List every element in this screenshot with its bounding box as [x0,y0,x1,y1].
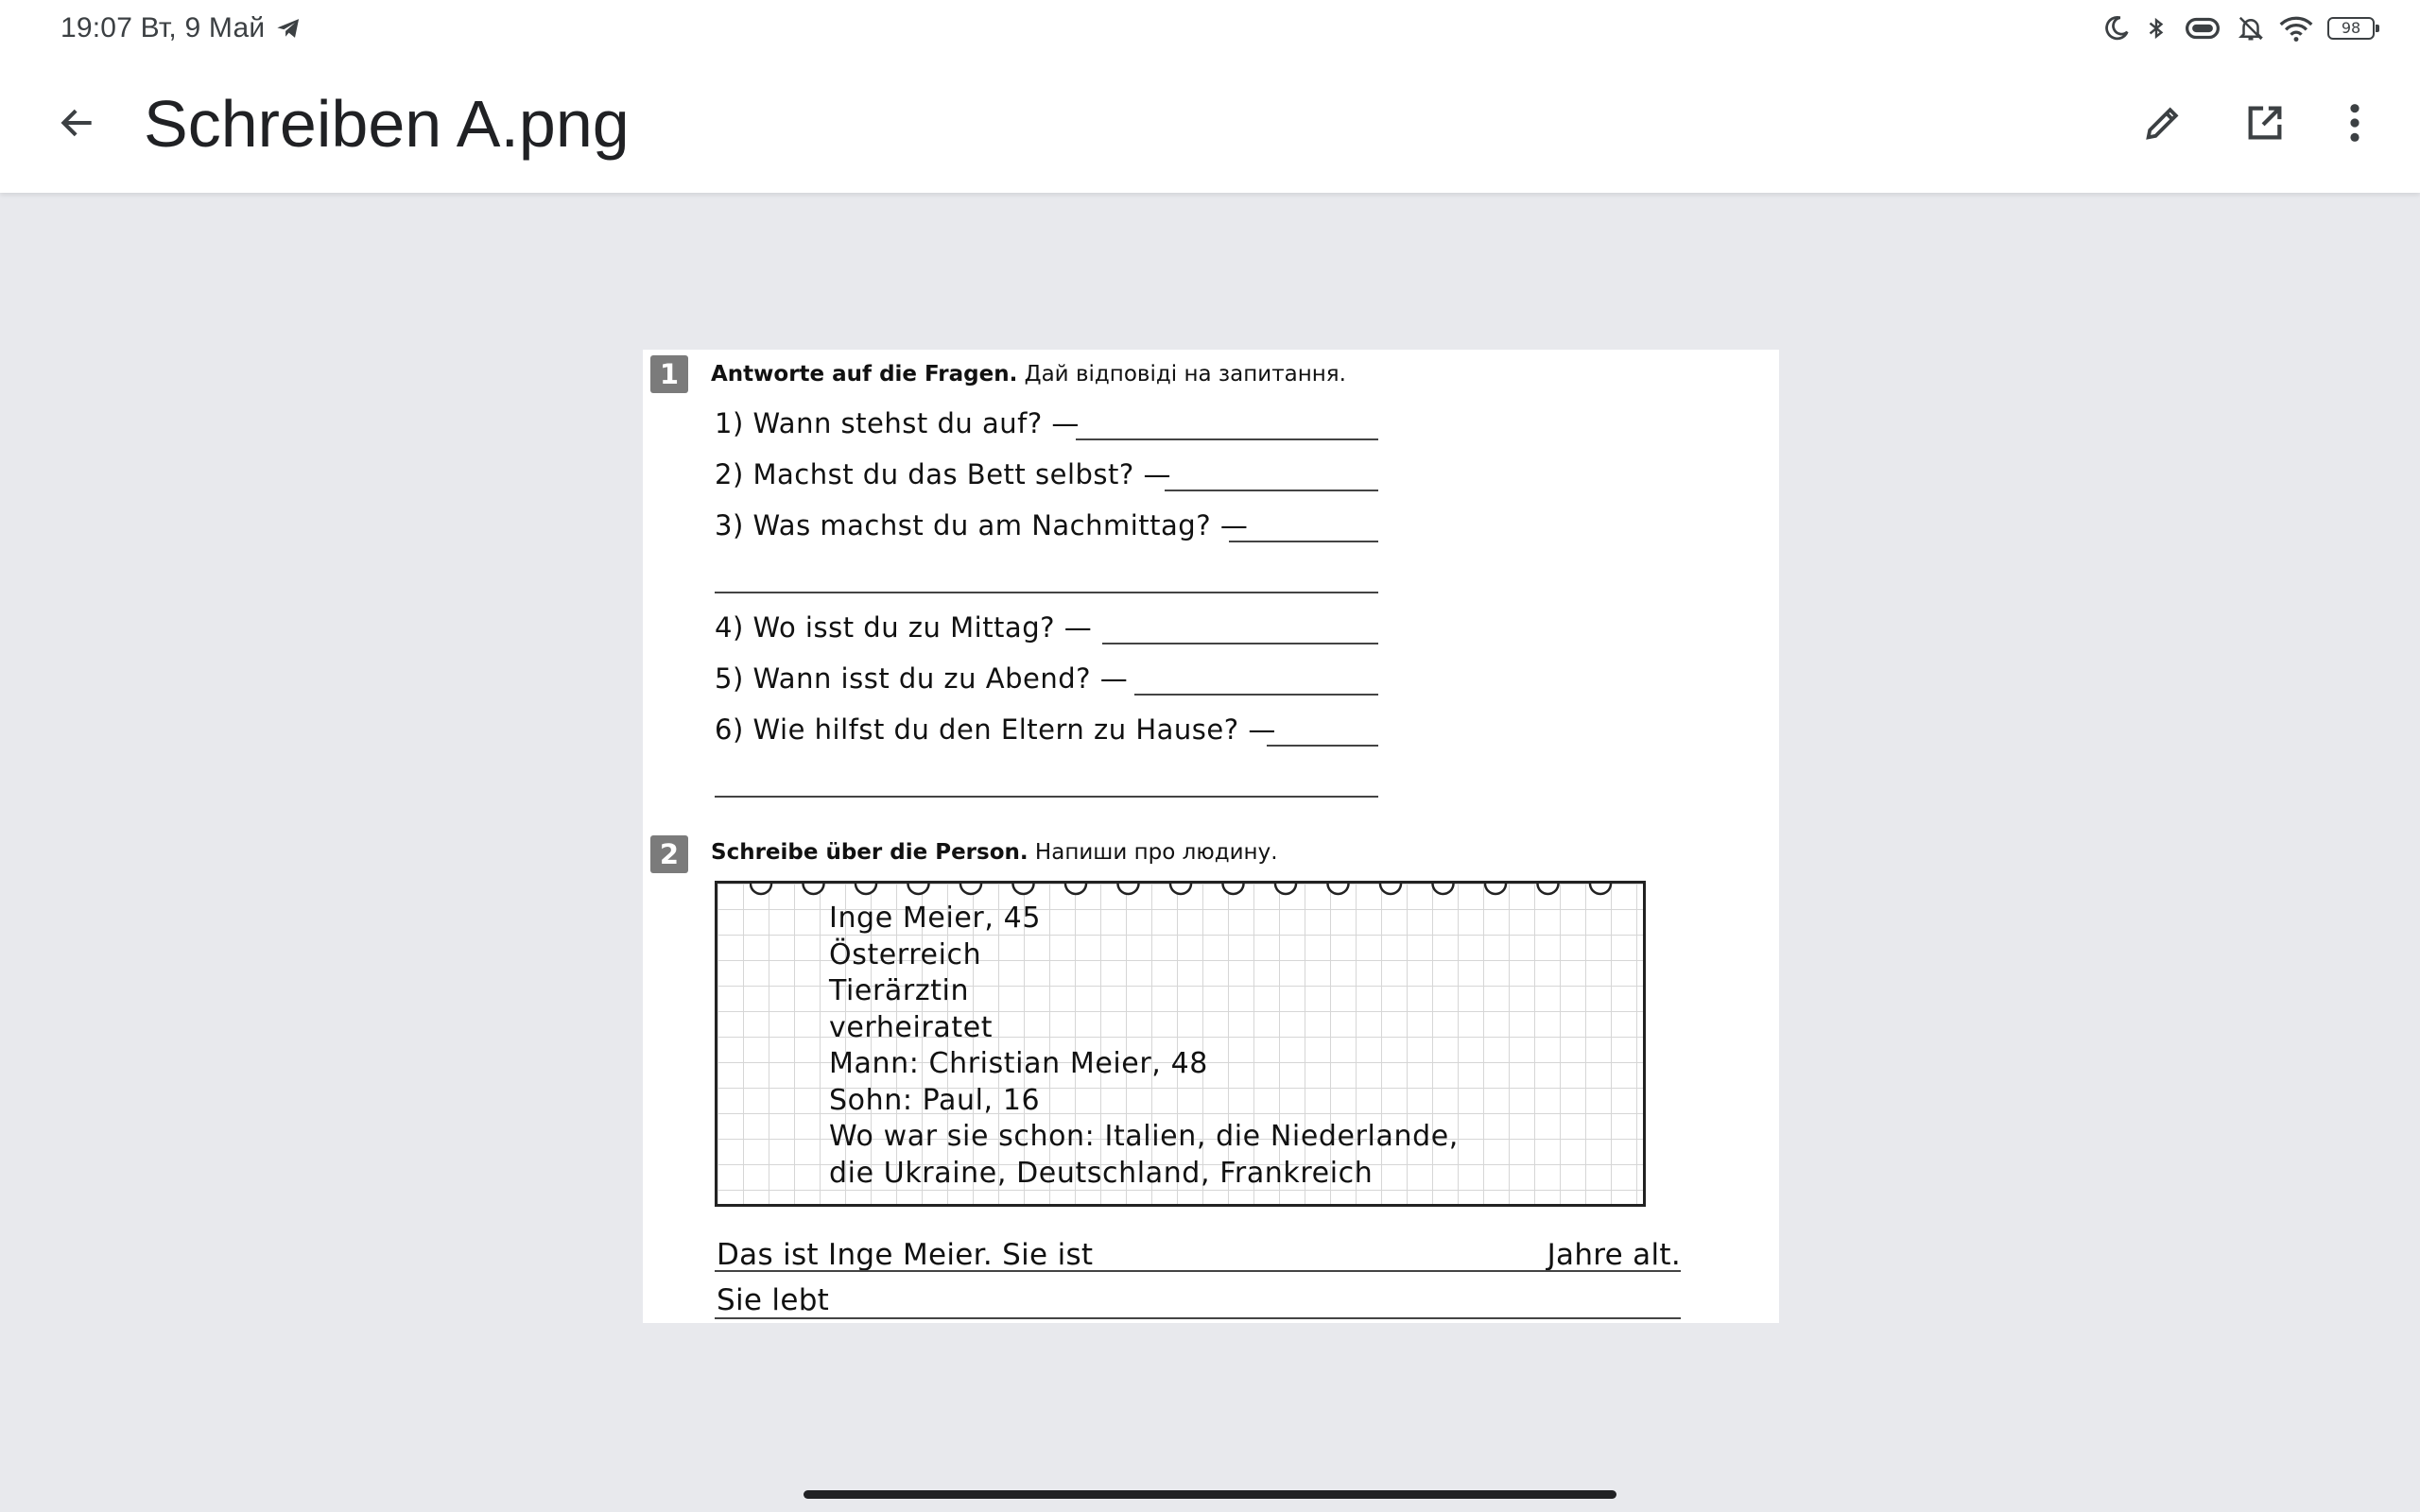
answer-line-6b [715,796,1378,798]
answer-line-2 [1165,490,1378,491]
question-3: 3) Was machst du am Nachmittag? — [715,509,1249,541]
ring-hole [908,884,929,894]
pencil-icon [2141,101,2185,145]
edit-button[interactable] [2129,89,2197,157]
person-card-lines [829,901,1459,1192]
arrow-back-icon [57,102,98,144]
question-4: 4) Wo isst du zu Mittag? — [715,611,1093,644]
card-line-job: Tierärztin [829,974,970,1007]
ring-hole [1433,884,1454,894]
card-line-status: verheiratet [829,1010,994,1044]
task1-heading-bold: Antworte auf die Fragen. [711,362,1018,387]
ring-hole [856,884,876,894]
answer-line2-text: Sie lebt [717,1283,830,1317]
answer-line-3b [715,592,1378,593]
ring-hole [1065,884,1086,894]
battery-icon: 98 [2327,17,2375,40]
question-6: 6) Wie hilfst du den Eltern zu Hause? — [715,713,1276,746]
more-vert-icon [2345,101,2364,145]
task1-heading-rest: Дай відповіді на запитання. [1017,362,1346,387]
task2-heading-rest: Напиши про людину. [1028,840,1278,865]
answer-line-7 [715,1270,1681,1272]
gesture-nav-bar[interactable] [804,1490,1616,1499]
answer-line-5 [1134,694,1378,696]
ring-hole [1538,884,1559,894]
card-line-son: Sohn: Paul, 16 [829,1083,1041,1117]
task1-heading [711,357,1346,391]
ring-hole [960,884,981,894]
question-2: 2) Machst du das Bett selbst? — [715,458,1172,490]
answer-end-text: Jahre alt. [1547,1238,1681,1272]
bell-off-icon [2237,13,2265,43]
ring-hole [1170,884,1191,894]
card-line-name: Inge Meier, 45 [829,902,1042,935]
ring-hole [751,884,771,894]
back-button[interactable] [42,87,113,159]
task2-heading-bold: Schreibe über die Person. [711,840,1028,865]
open-in-new-icon [2243,101,2287,145]
task2-heading [711,835,1278,869]
ring-hole [1380,884,1401,894]
status-time: 19:07 Вт, 9 Май [60,12,266,43]
ring-hole [1485,884,1506,894]
ring-hole [1328,884,1349,894]
telegram-icon [274,15,302,42]
ring-hole [1590,884,1611,894]
ring-hole [1223,884,1244,894]
answer-line-4 [1102,643,1378,644]
answer-line-1 [1076,438,1378,440]
status-bar-icons [2102,11,2375,45]
worksheet-image[interactable] [643,350,1779,1323]
card-line-husband: Mann: Christian Meier, 48 [829,1047,1208,1080]
question-1: 1) Wann stehst du auf? — [715,407,1080,439]
task2-number: 2 [650,835,688,873]
person-card [715,881,1646,1207]
ring-hole [1275,884,1296,894]
moon-icon [2102,14,2131,43]
ring-hole [1013,884,1034,894]
ring-hole [1118,884,1139,894]
answer-start-text: Das ist Inge Meier. Sie ist [717,1238,1094,1272]
card-line-travel: Wo war sie schon: Italien, die Niederlande, [829,1120,1459,1153]
vibrate-icon [2182,14,2223,43]
status-bar-left [60,9,302,47]
card-line-country: Österreich [829,937,982,971]
answer-line-3 [1229,541,1378,542]
open-with-button[interactable] [2231,89,2299,157]
answer-line-8 [715,1317,1681,1319]
top-app-bar [0,0,2420,193]
card-line-travel-cont: die Ukraine, Deutschland, Frankreich [829,1156,1374,1190]
answer-line-6 [1267,745,1378,747]
question-5: 5) Wann isst du zu Abend? — [715,662,1129,695]
ring-hole [804,884,824,894]
more-options-button[interactable] [2321,89,2389,157]
file-title: Schreiben A.png [144,87,630,161]
bluetooth-icon [2144,13,2169,43]
wifi-icon [2278,14,2314,43]
task1-number: 1 [650,355,688,393]
